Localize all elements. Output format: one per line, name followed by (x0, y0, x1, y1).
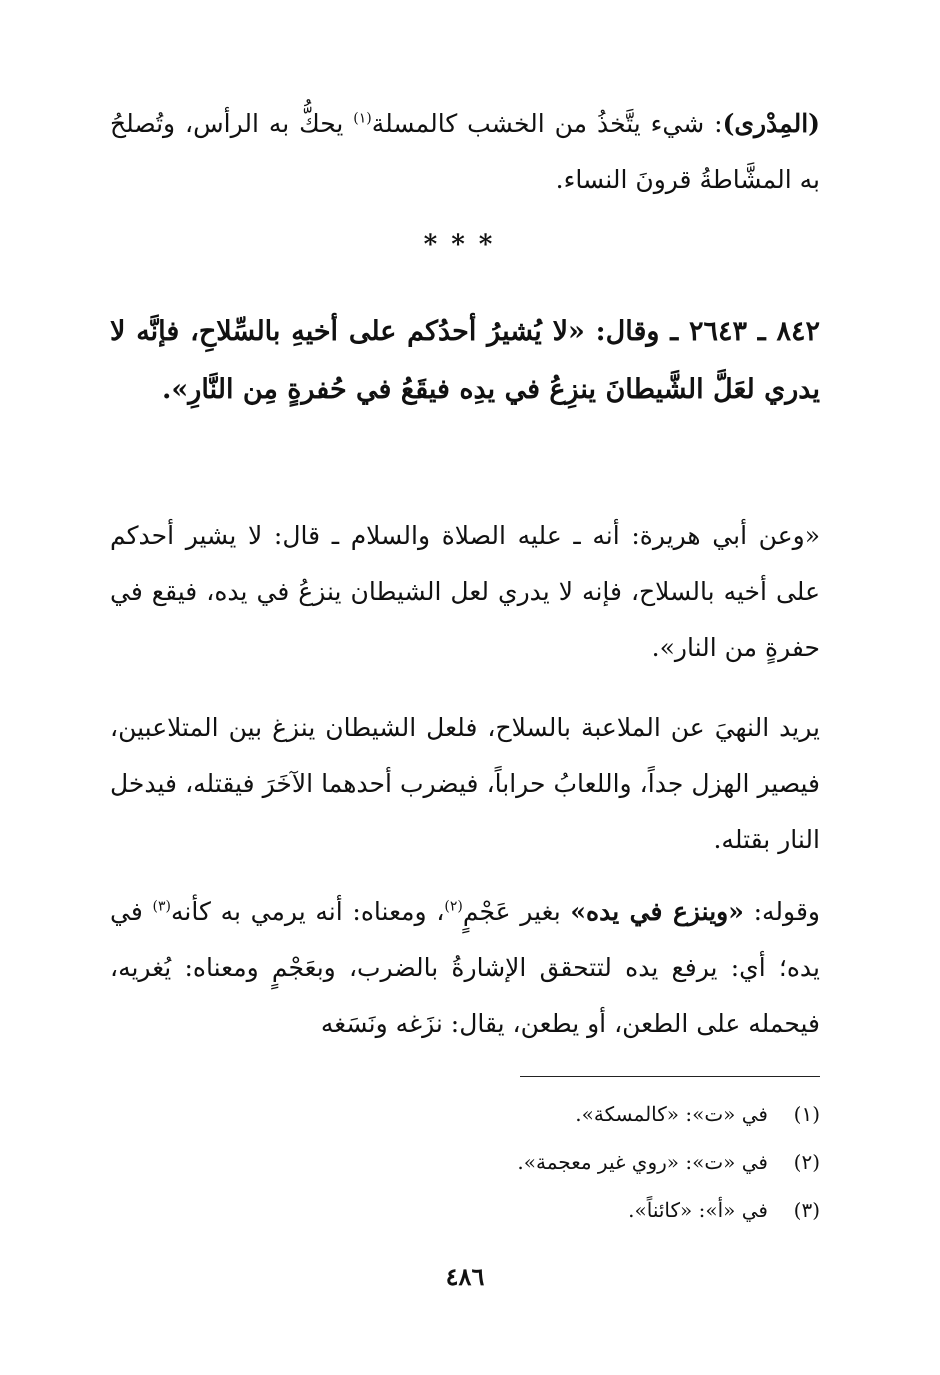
footnote-item (110, 1138, 820, 1186)
commentary-part-1: وقوله: (743, 897, 820, 926)
footnote-number: (٢) (793, 1150, 820, 1174)
footnotes-list (110, 1090, 820, 1234)
definition-text-a: : شيء يتَّخذُ من الخشب كالمسلة (371, 109, 723, 138)
footnote-ref-2[interactable]: (٢) (444, 898, 463, 915)
footnote-divider (520, 1076, 820, 1077)
commentary-paragraph (110, 884, 820, 1052)
definition-text-b: يحكُّ به الرأس، وتُصلحُ به المشَّاطةُ قرونَ النساء. (110, 109, 820, 194)
footnote-item (110, 1090, 820, 1138)
page-number: ٤٨٦ (445, 1262, 485, 1291)
commentary-part-4: في يده؛ أي: يرفع يده لتتحقق الإشارةُ بالضرب، وبعَجْمٍ ومعناه: يُغريه، فيحمله على الطعن، أو يطعن، يقال: نزَغه ونَسَغه (110, 897, 820, 1038)
footnote-ref-3[interactable]: (٣) (152, 898, 171, 915)
footnote-text: في «ت»: «كالمسكة». (575, 1102, 768, 1126)
footnote-ref-1[interactable]: (١) (353, 110, 372, 127)
hadith-heading: ٨٤٢ ـ ٢٦٤٣ ـ وقال: «لا يُشيرُ أحدُكم على أخيهِ بالسِّلاحِ، فإنَّه لا يدري لعَلَّ الشَّيطانَ ينزِعُ في يدِه فيقَعُ في حُفرةٍ مِن النَّارِ». (110, 316, 820, 405)
narration-paragraph: «وعن أبي هريرة: أنه ـ عليه الصلاة والسلام ـ قال: لا يشير أحدكم على أخيه بالسلاح، فإنه لا يدري لعل الشيطان ينزعُ في يده، فيقع في حفرةٍ من النار». (110, 521, 820, 662)
footnote-text: في «ت»: «روي غير معجمة». (517, 1150, 768, 1174)
definition-term: (المِدْرى) (722, 109, 820, 138)
definition-paragraph (110, 96, 820, 208)
footnote-number: (١) (793, 1102, 820, 1126)
section-separator: *** (423, 230, 507, 260)
commentary-part-2: بغير عَجْمٍ (462, 897, 571, 926)
commentary-quote: «وينزع في يده» (570, 897, 744, 926)
footnote-item (110, 1186, 820, 1234)
book-page (110, 0, 820, 1375)
footnote-text: في «أ»: «كائناً». (628, 1198, 768, 1222)
footnote-number: (٣) (793, 1198, 820, 1222)
commentary-part-3: ، ومعناه: أنه يرمي به كأنه (170, 897, 445, 926)
explanation-paragraph: يريد النهيَ عن الملاعبة بالسلاح، فلعل الشيطان ينزغ بين المتلاعبين، فيصير الهزل جداً، واللعابُ حراباً، فيضرب أحدهما الآخَرَ فيقتله، فيدخل النار بقتله. (110, 713, 820, 854)
